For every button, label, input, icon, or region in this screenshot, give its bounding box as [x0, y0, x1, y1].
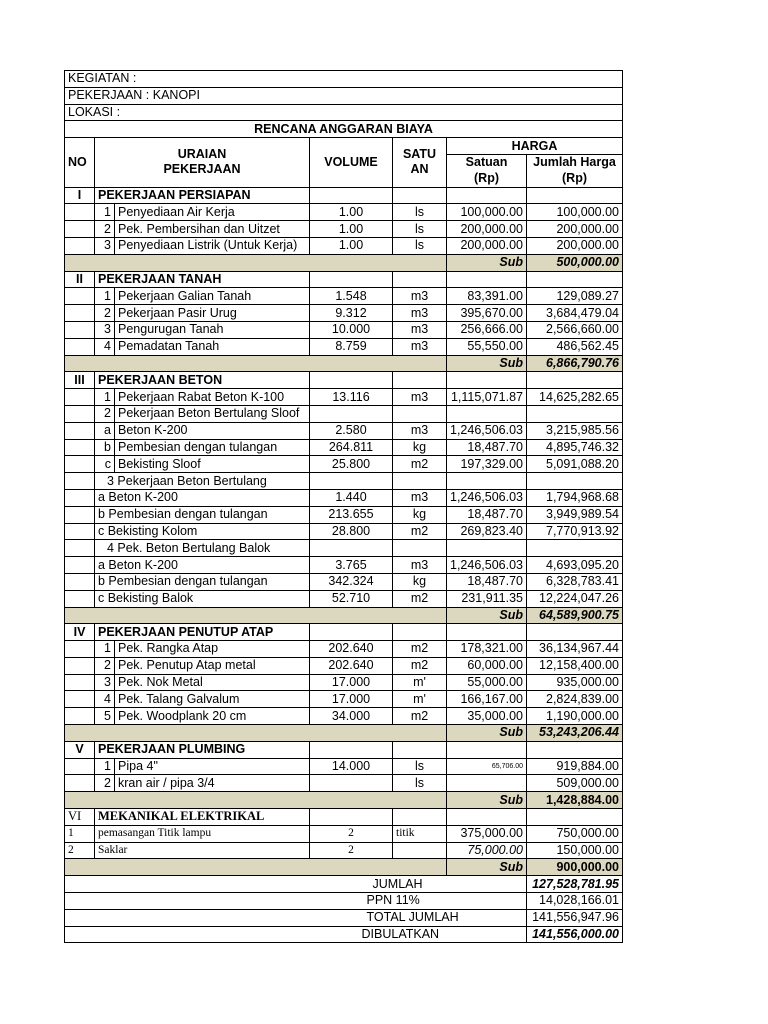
item-volume: 1.00 — [310, 204, 393, 221]
item-volume: 17.000 — [310, 691, 393, 708]
item-volume: 342.324 — [310, 573, 393, 590]
item-unit: ls — [393, 204, 447, 221]
item-volume: 2.580 — [310, 422, 393, 439]
info-pekerjaan-row — [65, 87, 623, 104]
table-row — [65, 321, 623, 338]
subtotal-row — [65, 607, 623, 624]
header-satuan-rp-unit: (Rp) — [447, 171, 527, 187]
header-no: NO — [65, 138, 95, 187]
item-volume: 1.00 — [310, 237, 393, 254]
subtotal-row — [65, 859, 623, 876]
item-name: Pek. Penutup Atap metal — [115, 657, 310, 674]
item-index: 2 — [95, 657, 115, 674]
item-volume: 10.000 — [310, 321, 393, 338]
item-volume: 1.440 — [310, 489, 393, 506]
jumlah-value: 127,528,781.95 — [527, 876, 623, 893]
item-volume: 9.312 — [310, 305, 393, 322]
item-unit: m2 — [393, 523, 447, 540]
table-row — [65, 691, 623, 708]
item-volume: 34.000 — [310, 708, 393, 725]
subtotal-label: Sub — [447, 792, 527, 809]
item-name: b Pembesian dengan tulangan — [95, 506, 310, 523]
item-index: 3 — [95, 321, 115, 338]
item-total: 4,693,095.20 — [527, 557, 623, 574]
section-header — [65, 271, 623, 288]
item-price: 60,000.00 — [447, 657, 527, 674]
title-row — [65, 121, 623, 138]
item-name: Pengurugan Tanah — [115, 321, 310, 338]
item-unit: ls — [393, 221, 447, 238]
total-row-jumlah — [65, 876, 623, 893]
header-volume: VOLUME — [310, 138, 393, 187]
section-title: MEKANIKAL ELEKTRIKAL — [95, 809, 310, 826]
item-volume: 14.000 — [310, 758, 393, 775]
item-name: c Bekisting Kolom — [95, 523, 310, 540]
item-unit: m' — [393, 691, 447, 708]
item-name: pemasangan Titik lampu — [95, 825, 310, 842]
header-satuan-rp: Satuan — [447, 154, 527, 170]
item-name: Pek. Pembersihan dan Uitzet — [115, 221, 310, 238]
dibulatkan-value: 141,556,000.00 — [527, 926, 623, 943]
section-number: II — [65, 271, 95, 288]
table-row — [65, 204, 623, 221]
item-price: 75,000.00 — [447, 842, 527, 859]
section-number: V — [65, 741, 95, 758]
item-name: Pekerjaan Rabat Beton K-100 — [115, 389, 310, 406]
item-volume: 13.116 — [310, 389, 393, 406]
section-header — [65, 809, 623, 826]
item-index: c — [95, 456, 115, 473]
item-unit: m3 — [393, 422, 447, 439]
lokasi-label: LOKASI : — [65, 104, 623, 121]
item-unit: m' — [393, 674, 447, 691]
item-total: 3,684,479.04 — [527, 305, 623, 322]
total-row-dibulatkan — [65, 926, 623, 943]
item-unit: kg — [393, 439, 447, 456]
item-name: Beton K-200 — [115, 422, 310, 439]
item-volume: 28.800 — [310, 523, 393, 540]
table-row — [65, 473, 623, 490]
table-row — [65, 237, 623, 254]
section-title: PEKERJAAN TANAH — [95, 271, 310, 288]
item-price: 375,000.00 — [447, 825, 527, 842]
subtotal-value: 6,866,790.76 — [527, 355, 623, 372]
subtotal-value: 53,243,206.44 — [527, 725, 623, 742]
item-unit: m3 — [393, 338, 447, 355]
item-total: 486,562.45 — [527, 338, 623, 355]
item-unit — [393, 842, 447, 859]
item-total: 3,215,985.56 — [527, 422, 623, 439]
section-title: PEKERJAAN BETON — [95, 372, 310, 389]
subtotal-label: Sub — [447, 355, 527, 372]
item-price: 18,487.70 — [447, 506, 527, 523]
item-index: 2 — [95, 405, 115, 422]
item-index: 2 — [95, 775, 115, 792]
header-jumlah: Jumlah Harga — [527, 154, 623, 170]
item-name: a Beton K-200 — [95, 489, 310, 506]
section-number: IV — [65, 624, 95, 641]
item-total: 36,134,967.44 — [527, 641, 623, 658]
item-total: 1,190,000.00 — [527, 708, 623, 725]
item-total: 200,000.00 — [527, 221, 623, 238]
item-name: Pemadatan Tanah — [115, 338, 310, 355]
item-unit: m3 — [393, 288, 447, 305]
item-index: 2 — [95, 305, 115, 322]
item-name: Pek. Rangka Atap — [115, 641, 310, 658]
item-unit: ls — [393, 237, 447, 254]
item-total: 2,824,839.00 — [527, 691, 623, 708]
item-total: 129,089.27 — [527, 288, 623, 305]
table-row — [65, 540, 623, 557]
section-number: VI — [65, 809, 95, 826]
item-total: 919,884.00 — [527, 758, 623, 775]
item-price: 269,823.40 — [447, 523, 527, 540]
item-index: 3 — [95, 674, 115, 691]
item-volume: 52.710 — [310, 590, 393, 607]
item-index: 1 — [95, 288, 115, 305]
item-name: kran air / pipa 3/4 — [115, 775, 310, 792]
item-price: 200,000.00 — [447, 221, 527, 238]
info-lokasi-row — [65, 104, 623, 121]
item-price: 197,329.00 — [447, 456, 527, 473]
item-unit: m3 — [393, 305, 447, 322]
table-row — [65, 657, 623, 674]
section-header — [65, 624, 623, 641]
total-label: TOTAL JUMLAH — [393, 909, 527, 926]
table-row — [65, 708, 623, 725]
item-index: a — [95, 422, 115, 439]
subtotal-value: 500,000.00 — [527, 254, 623, 271]
item-price: 65,706.00 — [447, 758, 527, 775]
table-row — [65, 305, 623, 322]
total-value: 141,556,947.96 — [527, 909, 623, 926]
item-name: Pipa 4" — [115, 758, 310, 775]
section-header — [65, 187, 623, 204]
item-unit: titik — [393, 825, 447, 842]
table-row — [65, 674, 623, 691]
item-volume: 3.765 — [310, 557, 393, 574]
item-name: Pembesian dengan tulangan — [115, 439, 310, 456]
item-name: Pek. Talang Galvalum — [115, 691, 310, 708]
item-price: 178,321.00 — [447, 641, 527, 658]
ppn-label: PPN 11% — [393, 893, 527, 910]
section-title: PEKERJAAN PERSIAPAN — [95, 187, 310, 204]
item-name: b Pembesian dengan tulangan — [95, 573, 310, 590]
header-satuan — [393, 138, 447, 187]
subtotal-value: 1,428,884.00 — [527, 792, 623, 809]
jumlah-label: JUMLAH — [393, 876, 527, 893]
item-volume: 1.548 — [310, 288, 393, 305]
item-total: 1,794,968.68 — [527, 489, 623, 506]
item-unit: m2 — [393, 641, 447, 658]
section-header — [65, 372, 623, 389]
header-satuan-line2: AN — [410, 162, 429, 177]
subtotal-label: Sub — [447, 725, 527, 742]
item-unit: m3 — [393, 321, 447, 338]
item-price: 1,246,506.03 — [447, 422, 527, 439]
item-name: Saklar — [95, 842, 310, 859]
item-volume: 202.640 — [310, 657, 393, 674]
item-unit: m2 — [393, 456, 447, 473]
item-total: 12,158,400.00 — [527, 657, 623, 674]
page-title: RENCANA ANGGARAN BIAYA — [65, 121, 623, 138]
header-harga: HARGA — [447, 138, 623, 155]
item-unit: kg — [393, 506, 447, 523]
item-index: 1 — [95, 389, 115, 406]
subtotal-row — [65, 792, 623, 809]
table-row — [65, 439, 623, 456]
item-name: Pek. Woodplank 20 cm — [115, 708, 310, 725]
dibulatkan-label: DIBULATKAN — [393, 926, 527, 943]
item-price — [447, 775, 527, 792]
item-name: Pekerjaan Beton Bertulang Sloof — [115, 405, 310, 422]
table-row — [65, 338, 623, 355]
item-total: 6,328,783.41 — [527, 573, 623, 590]
item-price: 1,115,071.87 — [447, 389, 527, 406]
item-volume: 202.640 — [310, 641, 393, 658]
table-row — [65, 489, 623, 506]
item-volume: 213.655 — [310, 506, 393, 523]
item-index: 5 — [95, 708, 115, 725]
table-row — [65, 389, 623, 406]
item-price: 18,487.70 — [447, 573, 527, 590]
section-title: PEKERJAAN PENUTUP ATAP — [95, 624, 310, 641]
item-unit: m3 — [393, 389, 447, 406]
table-row — [65, 422, 623, 439]
table-row — [65, 288, 623, 305]
item-name: 3 Pekerjaan Beton Bertulang — [95, 473, 310, 490]
header-uraian-line2: PEKERJAAN — [163, 162, 241, 177]
item-unit: m2 — [393, 590, 447, 607]
item-unit: m2 — [393, 657, 447, 674]
subtotal-value: 900,000.00 — [527, 859, 623, 876]
item-unit: m2 — [393, 708, 447, 725]
info-kegiatan-row — [65, 71, 623, 88]
section-number: I — [65, 187, 95, 204]
item-price: 55,550.00 — [447, 338, 527, 355]
table-row — [65, 758, 623, 775]
pekerjaan-label: PEKERJAAN : KANOPI — [65, 87, 623, 104]
item-index: 1 — [95, 758, 115, 775]
item-total: 5,091,088.20 — [527, 456, 623, 473]
item-volume: 25.800 — [310, 456, 393, 473]
subtotal-row — [65, 725, 623, 742]
section-title: PEKERJAAN PLUMBING — [95, 741, 310, 758]
item-price: 200,000.00 — [447, 237, 527, 254]
table-row — [65, 405, 623, 422]
total-row-ppn — [65, 893, 623, 910]
item-index: 1 — [95, 641, 115, 658]
item-total: 509,000.00 — [527, 775, 623, 792]
item-volume: 2 — [310, 825, 393, 842]
item-index: b — [95, 439, 115, 456]
item-total: 14,625,282.65 — [527, 389, 623, 406]
item-volume: 1.00 — [310, 221, 393, 238]
header-uraian — [95, 138, 310, 187]
item-price: 18,487.70 — [447, 439, 527, 456]
item-total: 150,000.00 — [527, 842, 623, 859]
item-index: 1 — [95, 204, 115, 221]
subtotal-label: Sub — [447, 607, 527, 624]
item-total: 2,566,660.00 — [527, 321, 623, 338]
header-row-1 — [65, 138, 623, 155]
subtotal-value: 64,589,900.75 — [527, 607, 623, 624]
item-price: 1,246,506.03 — [447, 489, 527, 506]
item-index: 4 — [95, 691, 115, 708]
total-row-total — [65, 909, 623, 926]
header-satuan-line1: SATU — [402, 147, 437, 162]
table-row — [65, 557, 623, 574]
item-name: a Beton K-200 — [95, 557, 310, 574]
table-row — [65, 825, 623, 842]
subtotal-row — [65, 254, 623, 271]
header-uraian-line1: URAIAN — [177, 147, 227, 162]
item-index: 1 — [65, 825, 95, 842]
item-name: Bekisting Sloof — [115, 456, 310, 473]
subtotal-label: Sub — [447, 859, 527, 876]
item-unit: m3 — [393, 557, 447, 574]
item-volume: 8.759 — [310, 338, 393, 355]
table-row — [65, 221, 623, 238]
item-volume: 17.000 — [310, 674, 393, 691]
item-price: 1,246,506.03 — [447, 557, 527, 574]
table-row — [65, 523, 623, 540]
item-index: 2 — [95, 221, 115, 238]
table-row — [65, 506, 623, 523]
item-name: Penyediaan Air Kerja — [115, 204, 310, 221]
item-price: 231,911.35 — [447, 590, 527, 607]
item-volume: 264.811 — [310, 439, 393, 456]
subtotal-row — [65, 355, 623, 372]
item-name: c Bekisting Balok — [95, 590, 310, 607]
table-row — [65, 842, 623, 859]
item-price: 395,670.00 — [447, 305, 527, 322]
item-volume — [310, 775, 393, 792]
table-row — [65, 641, 623, 658]
item-price: 55,000.00 — [447, 674, 527, 691]
item-unit: ls — [393, 758, 447, 775]
header-jumlah-unit: (Rp) — [527, 171, 623, 187]
item-name: Pek. Nok Metal — [115, 674, 310, 691]
kegiatan-label: KEGIATAN : — [65, 71, 623, 88]
item-price: 256,666.00 — [447, 321, 527, 338]
item-index: 3 — [95, 237, 115, 254]
item-price: 166,167.00 — [447, 691, 527, 708]
table-row — [65, 775, 623, 792]
section-number: III — [65, 372, 95, 389]
item-total: 4,895,746.32 — [527, 439, 623, 456]
table-row — [65, 590, 623, 607]
ppn-value: 14,028,166.01 — [527, 893, 623, 910]
table-row — [65, 456, 623, 473]
item-total: 12,224,047.26 — [527, 590, 623, 607]
item-total: 7,770,913.92 — [527, 523, 623, 540]
item-index: 4 — [95, 338, 115, 355]
subtotal-label: Sub — [447, 254, 527, 271]
item-total: 200,000.00 — [527, 237, 623, 254]
table-row — [65, 573, 623, 590]
item-total: 935,000.00 — [527, 674, 623, 691]
item-price: 35,000.00 — [447, 708, 527, 725]
item-unit: kg — [393, 573, 447, 590]
item-name: Pekerjaan Pasir Urug — [115, 305, 310, 322]
rab-table — [64, 70, 623, 943]
item-volume: 2 — [310, 842, 393, 859]
item-name: Penyediaan Listrik (Untuk Kerja) — [115, 237, 310, 254]
item-price: 100,000.00 — [447, 204, 527, 221]
item-name: 4 Pek. Beton Bertulang Balok — [95, 540, 310, 557]
item-name: Pekerjaan Galian Tanah — [115, 288, 310, 305]
item-index: 2 — [65, 842, 95, 859]
section-header — [65, 741, 623, 758]
item-unit: ls — [393, 775, 447, 792]
item-unit: m3 — [393, 489, 447, 506]
item-price: 83,391.00 — [447, 288, 527, 305]
item-total: 750,000.00 — [527, 825, 623, 842]
item-total: 3,949,989.54 — [527, 506, 623, 523]
item-total: 100,000.00 — [527, 204, 623, 221]
